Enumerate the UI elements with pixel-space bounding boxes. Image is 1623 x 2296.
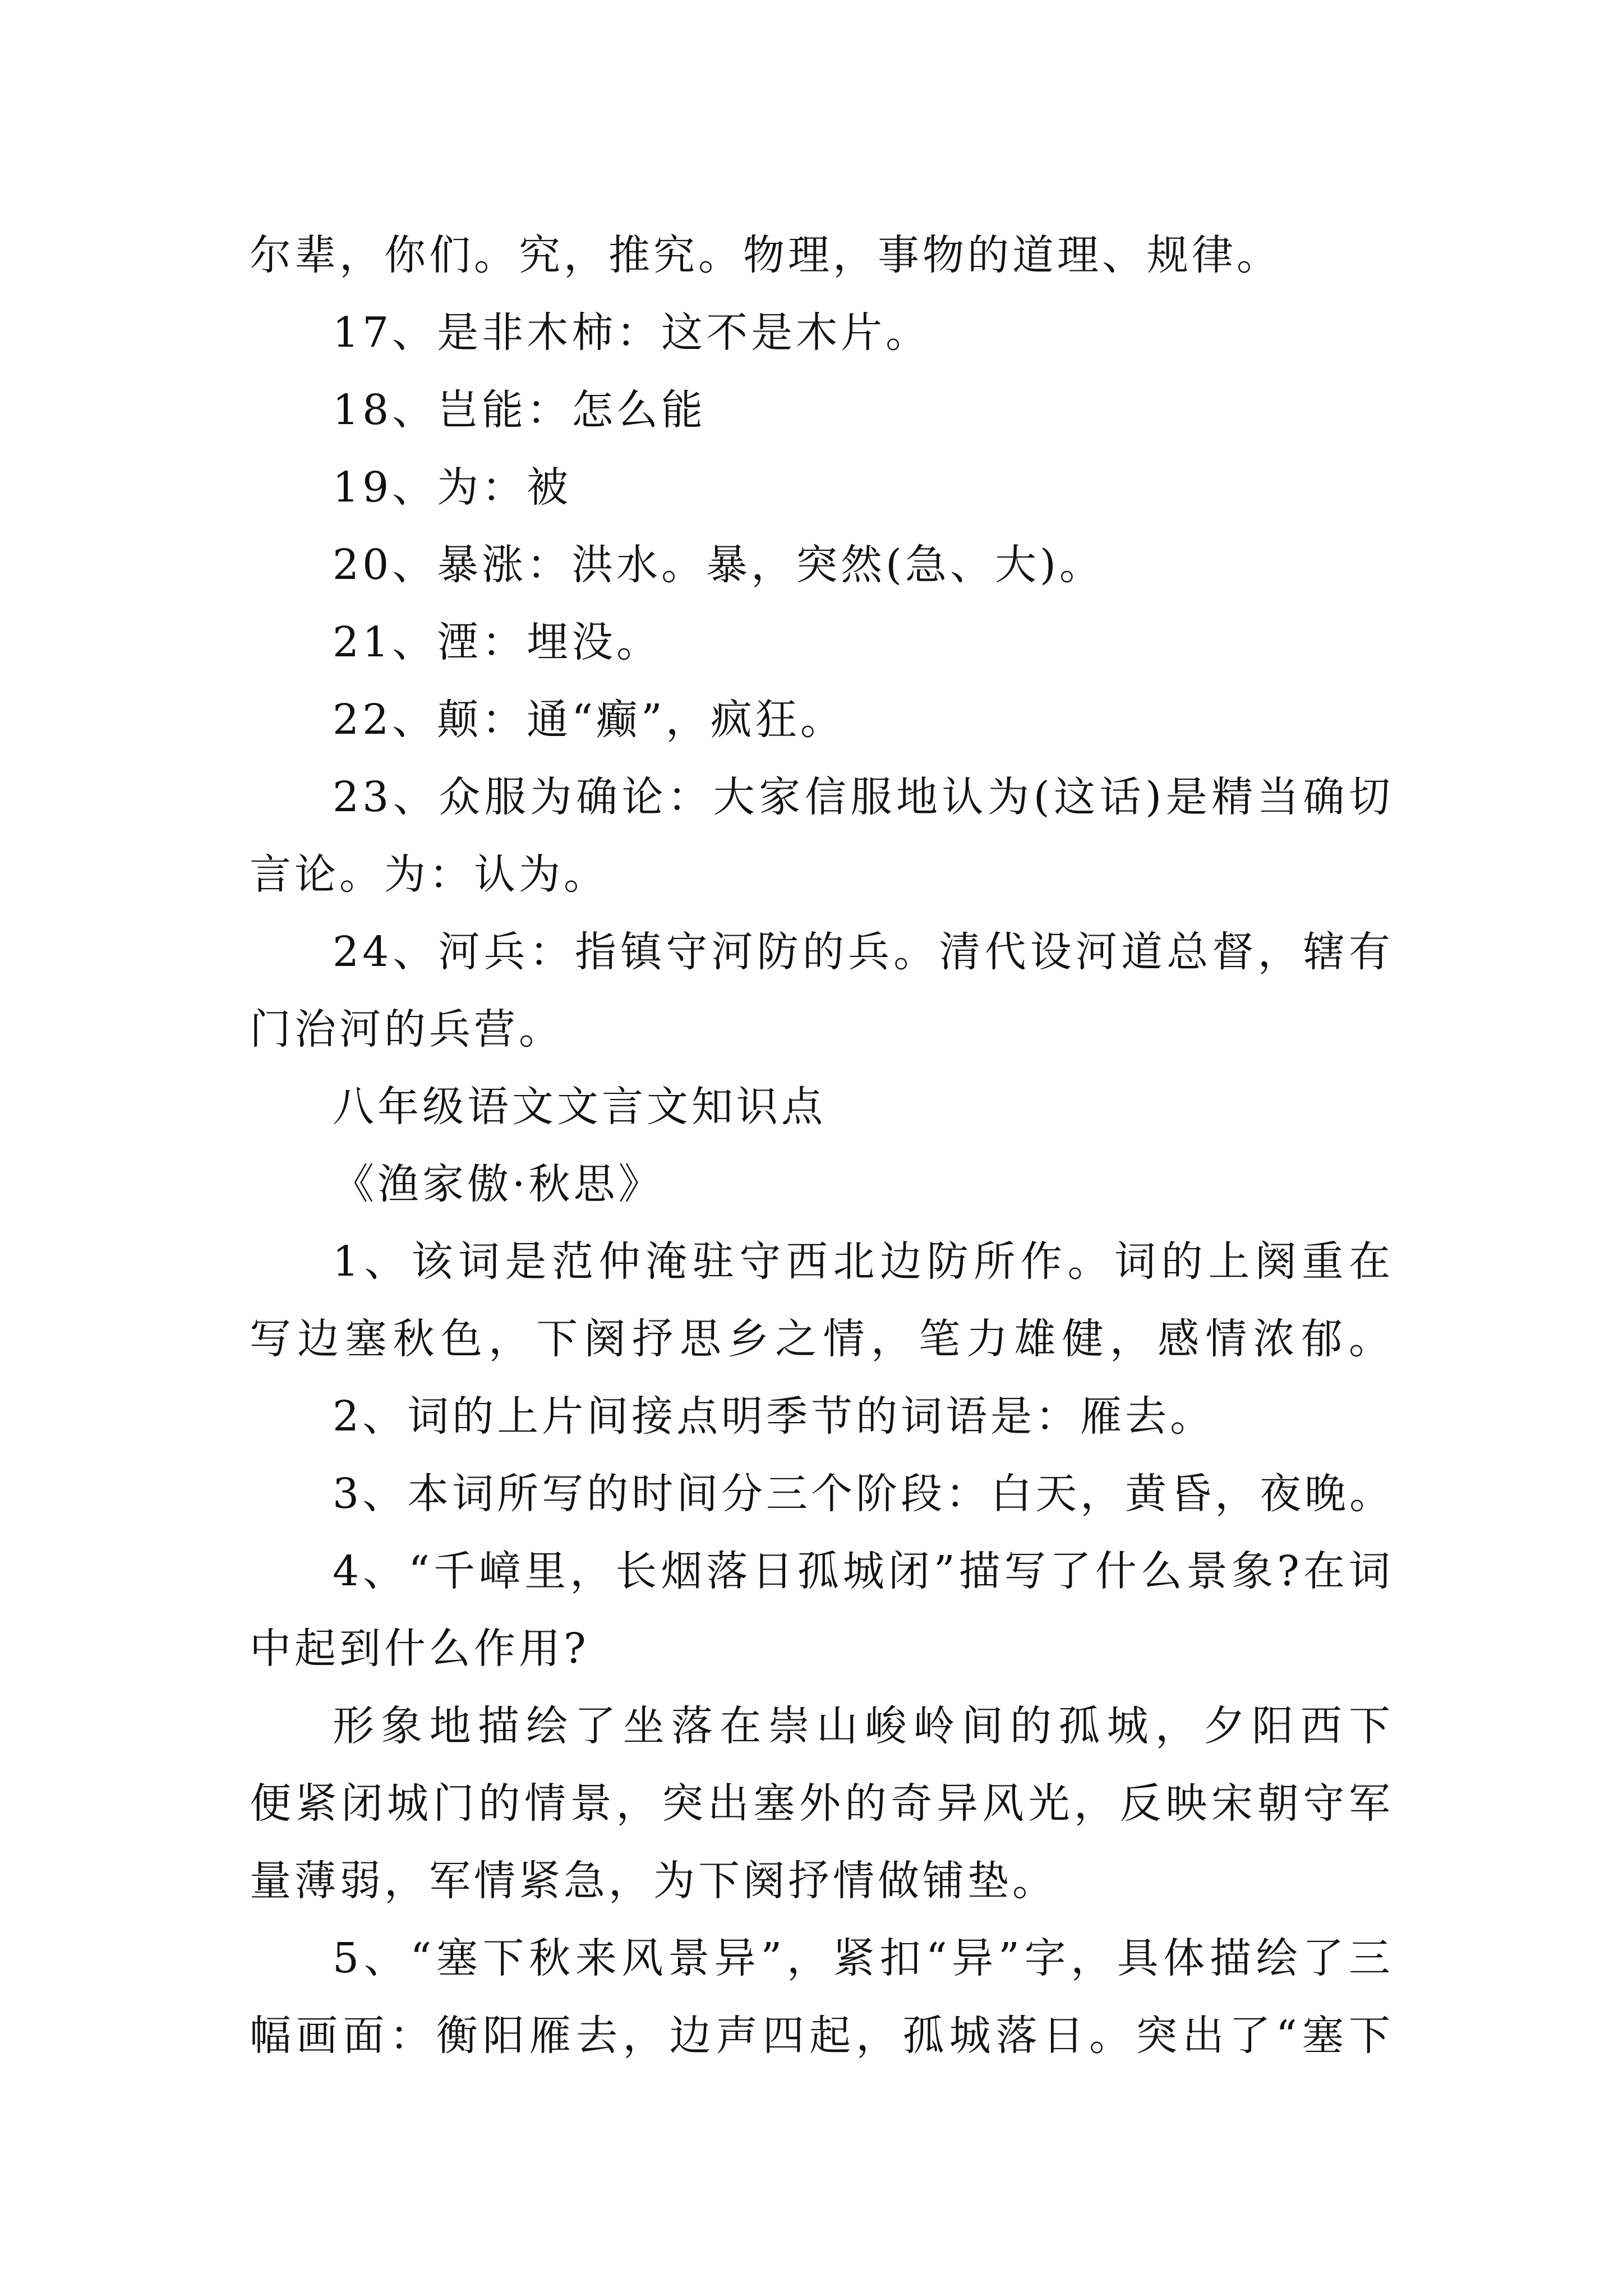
text-line: 量薄弱，军情紧急，为下阕抒情做铺垫。 — [250, 1857, 1057, 1905]
text-line: 5、“塞下秋来风景异”，紧扣“异”字，具体描绘了三 — [333, 1934, 1394, 1982]
text-line: 1、该词是范仲淹驻守西北边防所作。词的上阕重在 — [333, 1237, 1394, 1286]
text-line: 23、众服为确论：大家信服地认为(这话)是精当确切 — [333, 773, 1394, 821]
text-line: 19、为：被 — [333, 463, 572, 512]
document-page — [250, 217, 1394, 2074]
text-line: 形象地描绘了坐落在崇山峻岭间的孤城，夕阳西下 — [333, 1702, 1394, 1750]
text-line: 17、是非木柿：这不是木片。 — [333, 309, 931, 357]
section-heading: 八年级语文文言文知识点 — [333, 1083, 826, 1131]
text-line: 4、“千嶂里，长烟落日孤城闭”描写了什么景象?在词 — [333, 1547, 1394, 1595]
text-line: 尔辈，你们。究，推究。物理，事物的道理、规律。 — [250, 231, 1281, 279]
text-line: 中起到什么作用? — [250, 1625, 589, 1673]
text-line: 24、河兵：指镇守河防的兵。清代设河道总督，辖有 — [333, 928, 1394, 976]
text-line: 21、湮：埋没。 — [333, 618, 662, 666]
text-line: 22、颠：通“癫”，疯狂。 — [333, 696, 845, 744]
text-line: 2、词的上片间接点明季节的词语是：雁去。 — [333, 1392, 1215, 1441]
text-line: 便紧闭城门的情景，突出塞外的奇异风光，反映宋朝守军 — [250, 1779, 1394, 1828]
text-line: 18、岂能：怎么能 — [333, 386, 707, 434]
poem-title: 《渔家傲·秋思》 — [333, 1160, 663, 1208]
text-line: 言论。为：认为。 — [250, 850, 608, 899]
text-line: 写边塞秋色，下阕抒思乡之情，笔力雄健，感情浓郁。 — [250, 1315, 1394, 1363]
text-line: 20、暴涨：洪水。暴，突然(急、大)。 — [333, 541, 1104, 589]
text-line: 门治河的兵营。 — [250, 1005, 564, 1053]
text-line: 幅画面：衡阳雁去，边声四起，孤城落日。突出了“塞下 — [250, 2012, 1394, 2060]
text-line: 3、本词所写的时间分三个阶段：白天，黄昏，夜晚。 — [333, 1470, 1395, 1518]
